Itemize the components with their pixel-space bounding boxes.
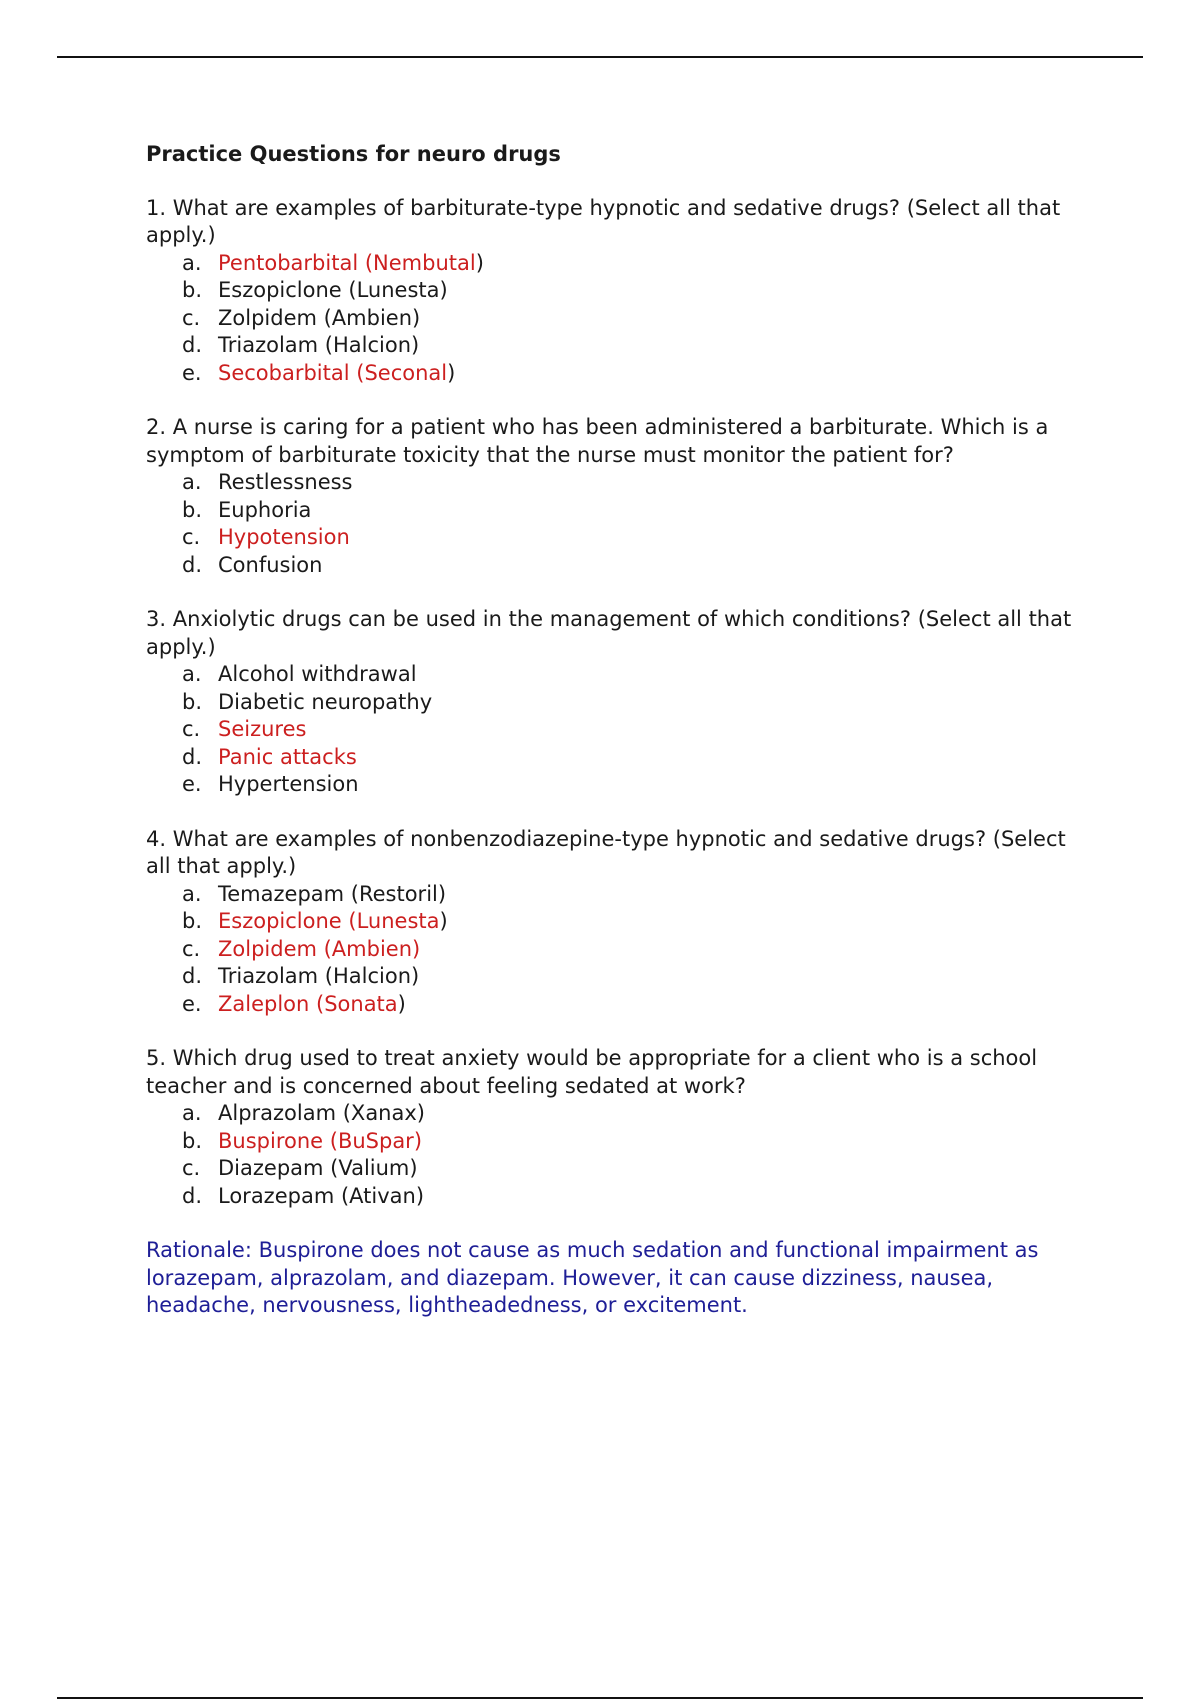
- option-text-wrap: [218, 552, 322, 580]
- option-text-wrap: [218, 497, 311, 525]
- question-1: [146, 195, 1096, 388]
- option-text-wrap: [218, 963, 419, 991]
- option-text: Temazepam (Restoril): [218, 881, 447, 906]
- option-letter: d.: [182, 1183, 203, 1208]
- option-text: Diazepam (Valium): [218, 1156, 418, 1180]
- option-text-wrap: [218, 1183, 424, 1211]
- option-text-wrap: [218, 1128, 422, 1156]
- option-text: Euphoria: [218, 497, 312, 522]
- correct-answer-text: Buspirone (BuSpar): [218, 1128, 423, 1153]
- option-text: Zolpidem (Ambien): [218, 305, 421, 330]
- option-text-wrap: [218, 360, 455, 388]
- answer-option: [146, 305, 1096, 333]
- answer-option: [146, 689, 1096, 717]
- option-text-wrap: [218, 771, 359, 799]
- option-letter: c.: [182, 305, 201, 330]
- option-letter: d.: [182, 744, 203, 769]
- option-suffix: ): [397, 991, 406, 1016]
- option-text-wrap: [218, 1155, 418, 1183]
- option-text-wrap: [218, 661, 417, 689]
- answer-option: [146, 716, 1096, 744]
- option-letter: a.: [182, 470, 202, 494]
- option-letter: b.: [182, 497, 203, 522]
- option-text: Lorazepam (Ativan): [218, 1183, 425, 1208]
- option-letter: c.: [182, 936, 201, 961]
- correct-answer-text: Seizures: [218, 717, 307, 741]
- correct-answer-text: Pentobarbital (Nembutal: [218, 250, 476, 275]
- answer-options: [146, 250, 1096, 388]
- option-letter: e.: [182, 360, 202, 385]
- answer-option: [146, 250, 1096, 278]
- correct-answer-text: Eszopiclone (Lunesta: [218, 909, 440, 933]
- option-letter: d.: [182, 552, 203, 577]
- correct-answer-text: Secobarbital (Seconal: [218, 360, 448, 385]
- question-list: [146, 195, 1096, 1211]
- question-5: [146, 1045, 1096, 1210]
- option-text-wrap: [218, 469, 353, 497]
- option-letter: e.: [182, 772, 202, 796]
- answer-option: [146, 332, 1096, 360]
- document-body: [146, 141, 1096, 1320]
- answer-option: [146, 744, 1096, 772]
- answer-option: [146, 469, 1096, 497]
- answer-option: [146, 1183, 1096, 1211]
- option-text-wrap: [218, 305, 420, 333]
- option-text-wrap: [218, 881, 446, 909]
- option-text-wrap: [218, 277, 448, 305]
- option-suffix: ): [439, 909, 448, 933]
- question-text: 3. Anxiolytic drugs can be used in the management of which conditions? (Select all that apply.): [146, 607, 1072, 659]
- answer-option: [146, 360, 1096, 388]
- option-letter: d.: [182, 964, 203, 988]
- option-suffix: ): [447, 360, 456, 385]
- answer-option: [146, 661, 1096, 689]
- option-text: Restlessness: [218, 470, 353, 494]
- option-text-wrap: [218, 332, 419, 360]
- option-letter: a.: [182, 662, 202, 686]
- answer-option: [146, 963, 1096, 991]
- answer-option: [146, 524, 1096, 552]
- bottom-rule: [57, 1697, 1143, 1699]
- rationale-text: Rationale: Buspirone does not cause as much sedation and functional impairment as lorazepam, alprazolam, and diazepam. However, it can cause dizziness, nausea, headache, nervousness, lightheadedness, or excitement.: [146, 1238, 1039, 1317]
- option-letter: c.: [182, 717, 201, 741]
- answer-options: [146, 661, 1096, 799]
- question-text: 1. What are examples of barbiturate-type hypnotic and sedative drugs? (Select all that apply.): [146, 195, 1061, 247]
- option-letter: b.: [182, 1128, 203, 1153]
- option-text-wrap: [218, 250, 484, 278]
- option-text: Hypertension: [218, 772, 359, 796]
- option-letter: a.: [182, 881, 202, 906]
- answer-option: [146, 1155, 1096, 1183]
- option-text: Alprazolam (Xanax): [218, 1101, 425, 1125]
- option-letter: c.: [182, 1156, 201, 1180]
- option-letter: d.: [182, 333, 203, 357]
- question-2: [146, 414, 1096, 579]
- option-letter: c.: [182, 525, 201, 549]
- correct-answer-text: Zolpidem (Ambien): [218, 936, 421, 961]
- option-text-wrap: [218, 716, 306, 744]
- option-letter: a.: [182, 1101, 202, 1125]
- option-text-wrap: [218, 908, 448, 936]
- answer-option: [146, 991, 1096, 1019]
- answer-option: [146, 552, 1096, 580]
- question-4: [146, 826, 1096, 1019]
- option-text: Eszopiclone (Lunesta): [218, 278, 448, 302]
- correct-answer-text: Hypotension: [218, 525, 350, 549]
- option-text: Triazolam (Halcion): [218, 333, 420, 357]
- question-3: [146, 606, 1096, 799]
- option-text-wrap: [218, 744, 357, 772]
- option-letter: b.: [182, 909, 203, 933]
- top-rule: [57, 56, 1143, 58]
- option-text-wrap: [218, 689, 432, 717]
- answer-option: [146, 936, 1096, 964]
- option-suffix: ): [475, 250, 484, 275]
- option-text-wrap: [218, 991, 406, 1019]
- option-text-wrap: [218, 1100, 425, 1128]
- answer-option: [146, 1128, 1096, 1156]
- answer-options: [146, 469, 1096, 579]
- answer-option: [146, 771, 1096, 799]
- answer-option: [146, 1100, 1096, 1128]
- answer-options: [146, 881, 1096, 1019]
- option-letter: e.: [182, 991, 202, 1016]
- question-text: 4. What are examples of nonbenzodiazepine-type hypnotic and sedative drugs? (Select all that apply.): [146, 826, 1066, 878]
- question-text: 5. Which drug used to treat anxiety would be appropriate for a client who is a school teacher and is concerned about feeling sedated at work?: [146, 1046, 1038, 1098]
- question-text: 2. A nurse is caring for a patient who has been administered a barbiturate. Which is a symptom of barbiturate toxicity that the nurse must monitor the patient for?: [146, 415, 1049, 467]
- answer-options: [146, 1100, 1096, 1210]
- option-text: Triazolam (Halcion): [218, 964, 420, 988]
- correct-answer-text: Panic attacks: [218, 744, 357, 769]
- option-text: Alcohol withdrawal: [218, 662, 417, 686]
- answer-option: [146, 277, 1096, 305]
- answer-option: [146, 908, 1096, 936]
- option-letter: b.: [182, 689, 203, 714]
- option-letter: b.: [182, 278, 203, 302]
- option-text-wrap: [218, 936, 420, 964]
- correct-answer-text: Zaleplon (Sonata: [218, 991, 398, 1016]
- answer-option: [146, 497, 1096, 525]
- page-title: Practice Questions for neuro drugs: [146, 142, 561, 166]
- option-text: Diabetic neuropathy: [218, 689, 433, 714]
- option-letter: a.: [182, 250, 202, 275]
- option-text: Confusion: [218, 552, 323, 577]
- option-text-wrap: [218, 524, 350, 552]
- answer-option: [146, 881, 1096, 909]
